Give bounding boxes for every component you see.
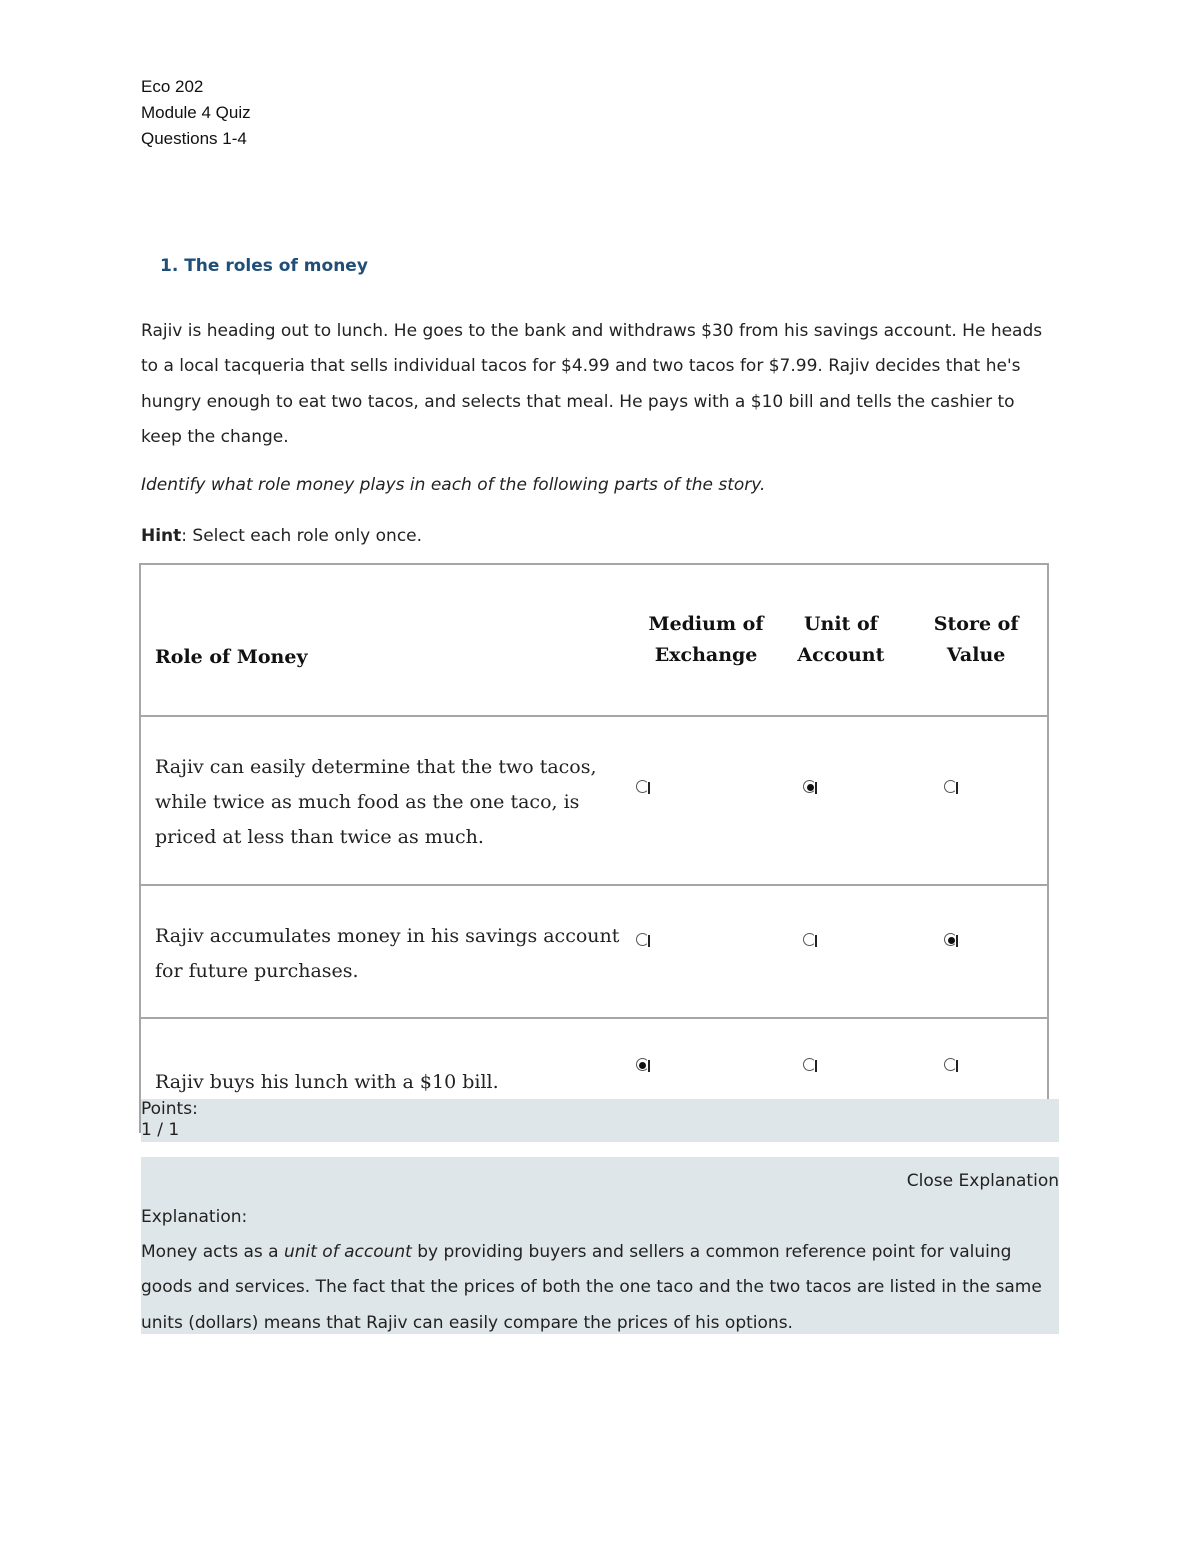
row-statement: Rajiv can easily determine that the two tacos, while twice as much food as the one taco, is priced at less than twice as much. xyxy=(140,716,636,885)
close-explanation-link[interactable]: Close Explanation xyxy=(906,1171,1059,1191)
radio-button[interactable] xyxy=(803,933,817,947)
explanation-text xyxy=(141,1235,1056,1341)
row-statement: Rajiv accumulates money in his savings account for future purchases. xyxy=(140,885,636,1018)
table-header-row xyxy=(140,564,1048,716)
radio-selected-dot xyxy=(639,1062,646,1069)
radio-button[interactable] xyxy=(636,780,650,794)
radio-button[interactable] xyxy=(636,933,650,947)
medium-of-exchange-header: Medium of Exchange xyxy=(636,564,777,716)
radio-button[interactable] xyxy=(944,780,958,794)
radio-button[interactable] xyxy=(636,1058,650,1072)
explanation-text-start: Money acts as a xyxy=(141,1242,284,1262)
points-panel xyxy=(141,1099,1059,1142)
hint-label: Hint xyxy=(141,526,182,546)
radio-button[interactable] xyxy=(944,1058,958,1072)
radio-selected-dot xyxy=(807,784,814,791)
question-title: 1. The roles of money xyxy=(160,256,368,276)
document-header xyxy=(141,74,251,152)
question-story: Rajiv is heading out to lunch. He goes to the bank and withdraws $30 from his savings account. He heads to a local tacqueria that sells individual tacos for $4.99 and two tacos for $7.99. Rajiv decides that he's hungry enough to eat two tacos, and selects that meal. He pays with a $10 bill and tells the cashier to keep the change. xyxy=(141,321,1043,447)
question-instruction: Identify what role money plays in each of the following parts of the story. xyxy=(141,475,766,495)
hint-text: : Select each role only once. xyxy=(181,526,423,546)
explanation-panel xyxy=(141,1157,1059,1334)
row-statement: Rajiv buys his lunch with a $10 bill. xyxy=(140,1018,636,1132)
explanation-text-end: by providing buyers and sellers a common reference point for valuing goods and services. The fact that the prices of both the one taco and the two tacos are listed in the same units (dollars) means that Rajiv can easily compare the prices of his options. xyxy=(141,1242,1042,1333)
course-name: Eco 202 xyxy=(141,77,204,96)
radio-selected-dot xyxy=(948,937,955,944)
role-of-money-header: Role of Money xyxy=(140,564,636,716)
roles-table xyxy=(139,563,1049,1133)
points-value: 1 / 1 xyxy=(141,1120,180,1140)
explanation-emphasis: unit of account xyxy=(283,1242,412,1262)
radio-button[interactable] xyxy=(944,933,958,947)
question-range: Questions 1-4 xyxy=(141,129,247,148)
radio-button[interactable] xyxy=(803,780,817,794)
table-row xyxy=(140,885,1048,1018)
radio-button[interactable] xyxy=(803,1058,817,1072)
unit-of-account-header: Unit of Account xyxy=(776,564,905,716)
table-row xyxy=(140,716,1048,885)
hint xyxy=(141,526,422,546)
quiz-name: Module 4 Quiz xyxy=(141,103,251,122)
store-of-value-header: Store of Value xyxy=(905,564,1048,716)
explanation-label: Explanation: xyxy=(141,1207,248,1227)
points-label: Points: xyxy=(141,1099,198,1119)
